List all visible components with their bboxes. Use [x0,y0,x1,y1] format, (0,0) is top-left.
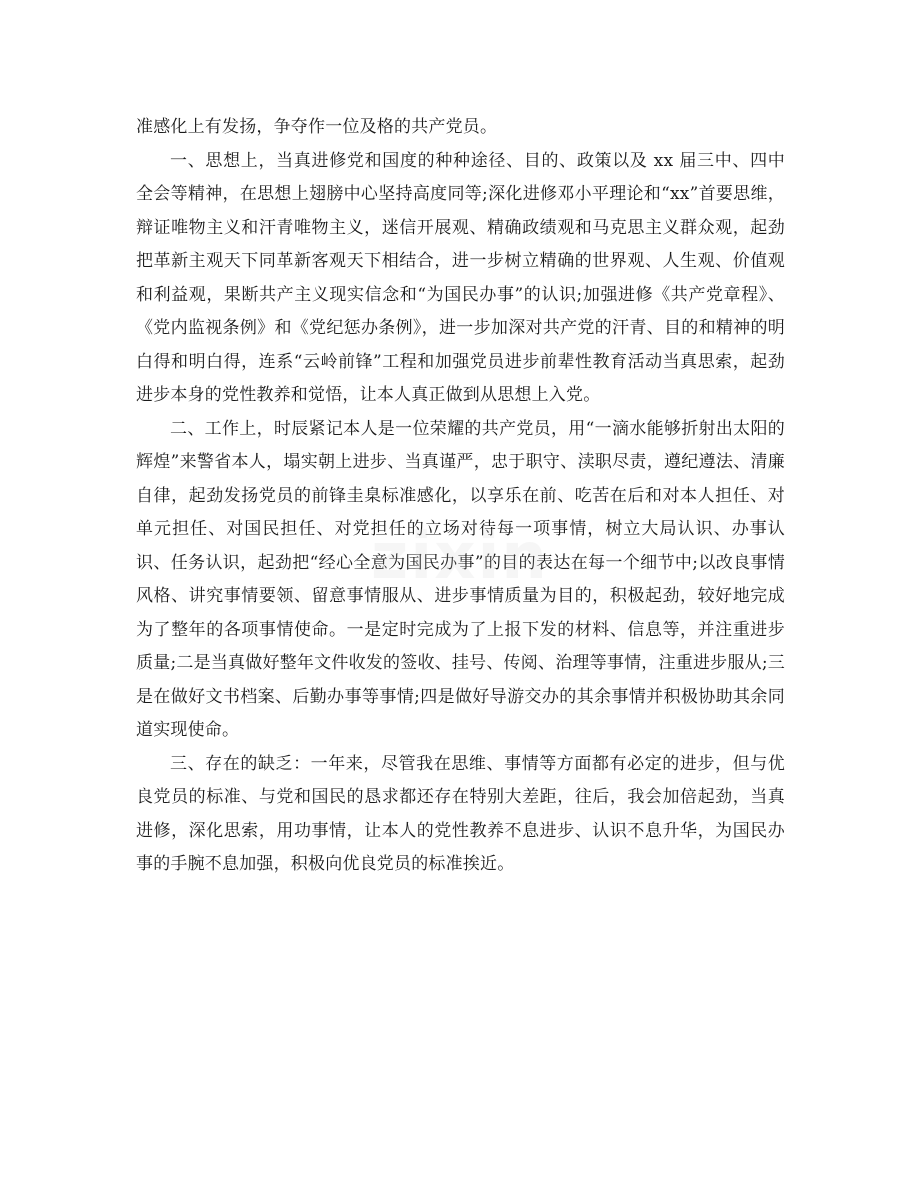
paragraph-work: 二、工作上，时辰紧记本人是一位荣耀的共产党员，用“一滴水能够折射出太阳的辉煌”来警省本人，塌实朝上进步、当真谨严，忠于职守、渎职尽责，遵纪遵法、清廉自律，起劲发扬党员的前锋圭臬标准感化，以享乐在前、吃苦在后和对本人担任、对单元担任、对国民担任、对党担任的立场对待每一项事情，树立大局认识、办事认识、任务认识，起劲把“经心全意为国民办事”的目的表达在每一个细节中;以改良事情风格、讲究事情要领、留意事情服从、进步事情质量为目的，积极起劲，较好地完成为了整年的各项事情使命。一是定时完成为了上报下发的材料、信息等，并注重进步质量;二是当真做好整年文件收发的签收、挂号、传阅、治理等事情，注重进步服从;三是在做好文书档案、后勤办事等事情;四是做好导游交办的其余事情并积极协助其余同道实现使命。 [136,418,785,740]
paragraph-thought: 一、思想上，当真进修党和国度的种种途径、目的、政策以及 xx 届三中、四中全会等精神，在思想上翅膀中心坚持高度同等;深化进修邓小平理论和“xx”首要思维，辩证唯物主义和汗青唯物主义，迷信开展观、精确政绩观和马克思主义群众观，起劲把革新主观天下同革新客观天下相结合，进一步树立精确的世界观、人生观、价值观和利益观，果断共产主义现实信念和“为国民办事”的认识;加强进修《共产党章程》、《党内监视条例》和《党纪惩办条例》，进一步加深对共产党的汗青、目的和精神的明白得和明白得，连系“云岭前锋”工程和加强党员进步前辈性教育活动当真思索，起劲进步本身的党性教养和觉悟，让本人真正做到从思想上入党。 [136,150,785,405]
paragraph-continuation: 准感化上有发扬，争夺作一位及格的共产党员。 [136,117,498,137]
paragraph-shortcomings: 三、存在的缺乏：一年来，尽管我在思维、事情等方面都有必定的进步，但与优良党员的标准、与党和国民的恳求都还存在特别大差距，往后，我会加倍起劲，当真进修，深化思索，用功事情，让本人的党性教养不息进步、认识不息升华，为国民办事的手腕不息加强，积极向优良党员的标准挨近。 [136,753,785,874]
watermark: zixin [371,520,549,594]
document-body [136,111,785,882]
